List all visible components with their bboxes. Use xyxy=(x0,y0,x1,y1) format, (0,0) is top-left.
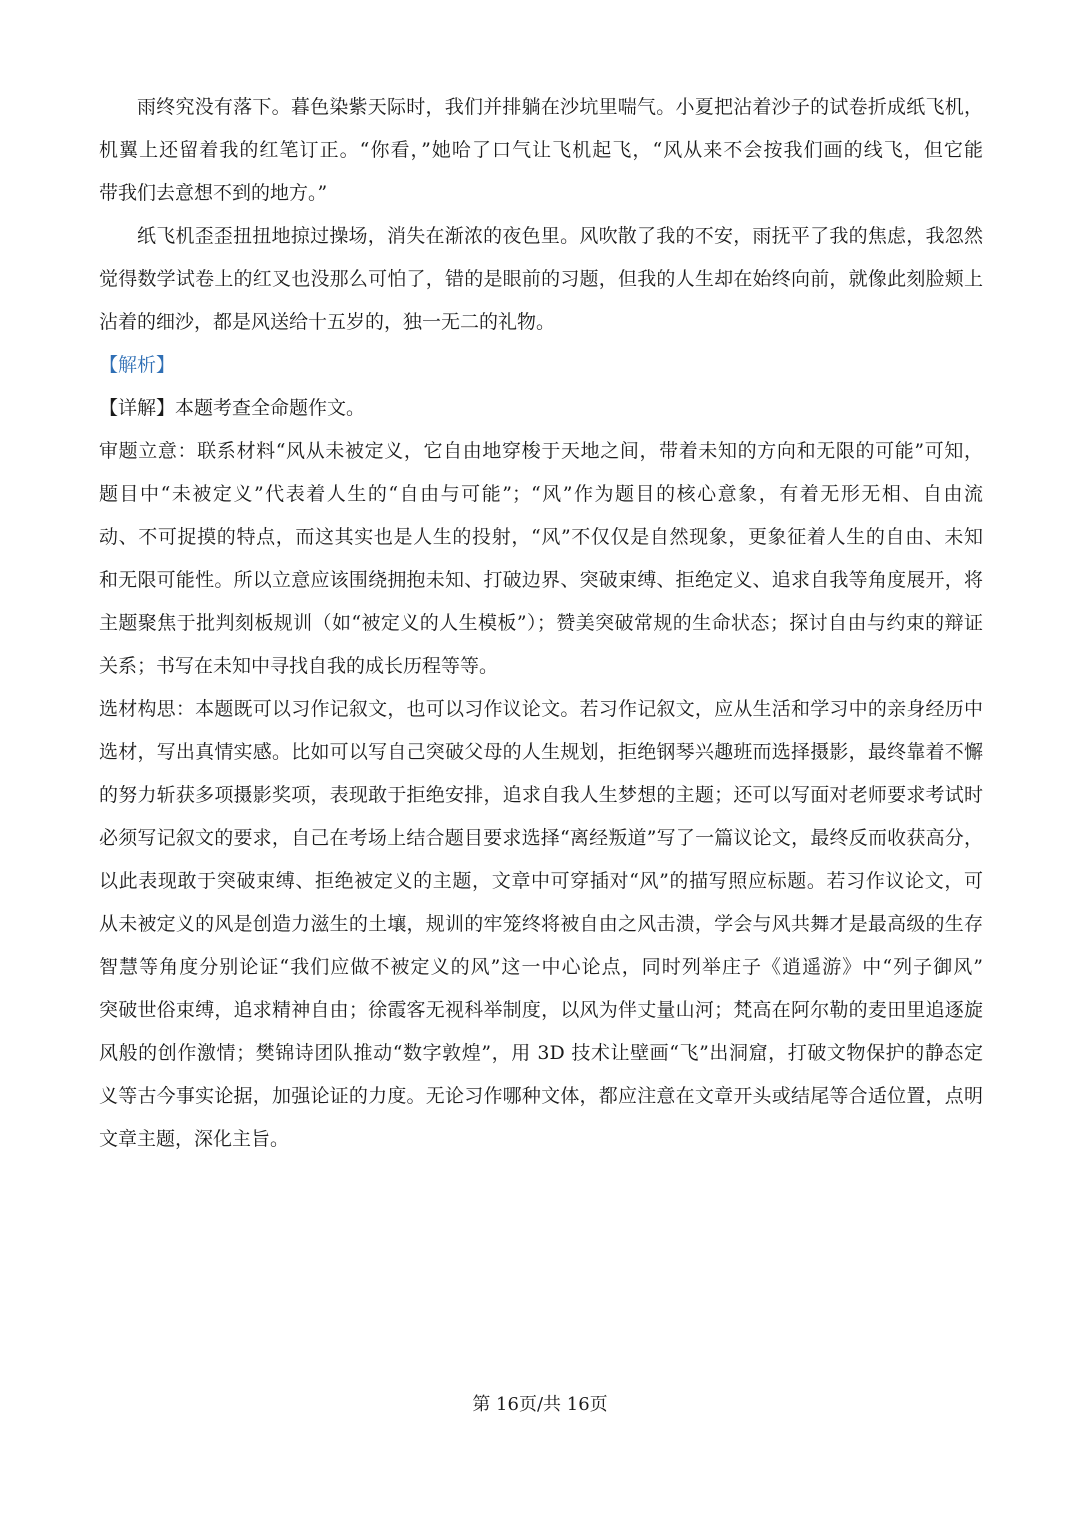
text-line: 必须写记叙文的要求，自己在考场上结合题目要求选择“离经叛道”写了一篇议论文，最终反而收获高分， xyxy=(99,827,983,849)
text-line: 从未被定义的风是创造力滋生的土壤，规训的牢笼终将被自由之风击溃，学会与风共舞才是最高级的生存 xyxy=(99,913,983,935)
text-line: 带我们去意想不到的地方。” xyxy=(99,182,328,204)
detail-line: 【详解】本题考查全命题作文。 xyxy=(99,397,366,419)
text-line: 题目中“未被定义”代表着人生的“自由与可能”；“风”作为题目的核心意象，有着无形无相、自由流 xyxy=(99,483,983,505)
section-material xyxy=(99,688,983,1161)
text-line: 审题立意：联系材料“风从未被定义，它自由地穿梭于天地之间，带着未知的方向和无限的可能”可知， xyxy=(99,440,983,462)
story-paragraph-2 xyxy=(99,215,983,344)
text-line: 以此表现敢于突破束缚、拒绝被定义的主题，文章中可穿插对“风”的描写照应标题。若习作议论文，可 xyxy=(99,870,983,892)
text-line: 突破世俗束缚，追求精神自由；徐霞客无视科举制度，以风为伴丈量山河；梵高在阿尔勒的麦田里追逐旋 xyxy=(99,999,983,1021)
text-line: 文章主题，深化主旨。 xyxy=(99,1128,290,1150)
text-line: 关系；书写在未知中寻找自我的成长历程等等。 xyxy=(99,655,499,677)
story-paragraph-1 xyxy=(99,86,983,215)
document-content xyxy=(99,86,983,1161)
text-line: 选材，写出真情实感。比如可以写自己突破父母的人生规划，拒绝钢琴兴趣班而选择摄影，最终靠着不懈 xyxy=(99,741,983,763)
text-line: 的努力斩获多项摄影奖项，表现敢于拒绝安排，追求自我人生梦想的主题；还可以写面对老师要求考试时 xyxy=(99,784,983,806)
text-line: 和无限可能性。所以立意应该围绕拥抱未知、打破边界、突破束缚、拒绝定义、追求自我等角度展开，将 xyxy=(99,569,983,591)
text-line: 主题聚焦于批判刻板规训（如“被定义的人生模板”）；赞美突破常规的生命状态；探讨自由与约束的辩证 xyxy=(99,612,983,634)
text-line: 选材构思：本题既可以习作记叙文，也可以习作议论文。若习作记叙文，应从生活和学习中的亲身经历中 xyxy=(99,698,983,720)
text-line: 机翼上还留着我的红笔订正。“你看，”她哈了口气让飞机起飞，“风从来不会按我们画的线飞，但它能 xyxy=(99,139,983,161)
text-line: 风般的创作激情；樊锦诗团队推动“数字敦煌”，用 3D 技术让壁画“飞”出洞窟，打破文物保护的静态定 xyxy=(99,1042,983,1064)
text-line: 雨终究没有落下。暮色染紫天际时，我们并排躺在沙坑里喘气。小夏把沾着沙子的试卷折成纸飞机， xyxy=(137,96,983,118)
text-line: 智慧等角度分别论证“我们应做不被定义的风”这一中心论点，同时列举庄子《逍遥游》中“列子御风” xyxy=(99,956,983,978)
text-line: 义等古今事实论据，加强论证的力度。无论习作哪种文体，都应注意在文章开头或结尾等合适位置，点明 xyxy=(99,1085,983,1107)
text-line: 纸飞机歪歪扭扭地掠过操场，消失在渐浓的夜色里。风吹散了我的不安，雨抚平了我的焦虑，我忽然 xyxy=(137,225,983,247)
analysis-label: 【解析】 xyxy=(99,354,176,376)
section-theme xyxy=(99,430,983,688)
page-number-footer: 第 16页/共 16页 xyxy=(472,1394,608,1415)
text-line: 动、不可捉摸的特点，而这其实也是人生的投射，“风”不仅仅是自然现象，更象征着人生的自由、未知 xyxy=(99,526,983,548)
text-line: 觉得数学试卷上的红叉也没那么可怕了，错的是眼前的习题，但我的人生却在始终向前，就像此刻脸颊上 xyxy=(99,268,983,290)
text-line: 沾着的细沙，都是风送给十五岁的，独一无二的礼物。 xyxy=(99,311,556,333)
